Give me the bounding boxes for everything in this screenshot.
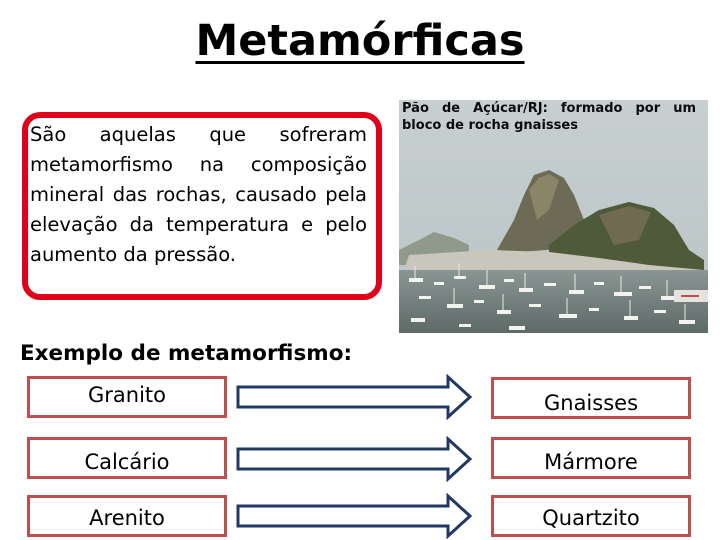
- example-heading: Exemplo de metamorfismo:: [20, 341, 353, 366]
- transformation-arrow: [236, 493, 474, 539]
- source-rock-label: Granito: [87, 383, 166, 407]
- source-rock-box: [27, 437, 227, 479]
- transformation-arrow: [236, 374, 474, 420]
- slide-title: Metamórficas: [195, 16, 525, 66]
- photo-caption: Pão de Açúcar/RJ: formado por um bloco de rocha gnaisses: [402, 101, 696, 133]
- definition-text: São aquelas que sofreram metamorfismo na composição mineral das rochas, causado pela elevação da temperatura e pelo aumento da pressão.: [30, 123, 367, 266]
- transformation-arrow: [236, 436, 474, 482]
- metamorphic-rock-label: Gnaisses: [543, 391, 639, 415]
- metamorphic-rock-box: [491, 495, 691, 537]
- metamorphic-rock-label: Quartzito: [542, 506, 640, 530]
- metamorphic-rock-box: [491, 377, 691, 419]
- source-rock-box: [27, 495, 227, 537]
- source-rock-label: Calcário: [84, 450, 170, 474]
- sugarloaf-photo: [399, 100, 708, 333]
- source-rock-label: Arenito: [89, 506, 165, 530]
- metamorphic-rock-box: [491, 437, 691, 479]
- metamorphic-rock-label: Mármore: [544, 450, 638, 474]
- source-rock-box: [27, 376, 227, 418]
